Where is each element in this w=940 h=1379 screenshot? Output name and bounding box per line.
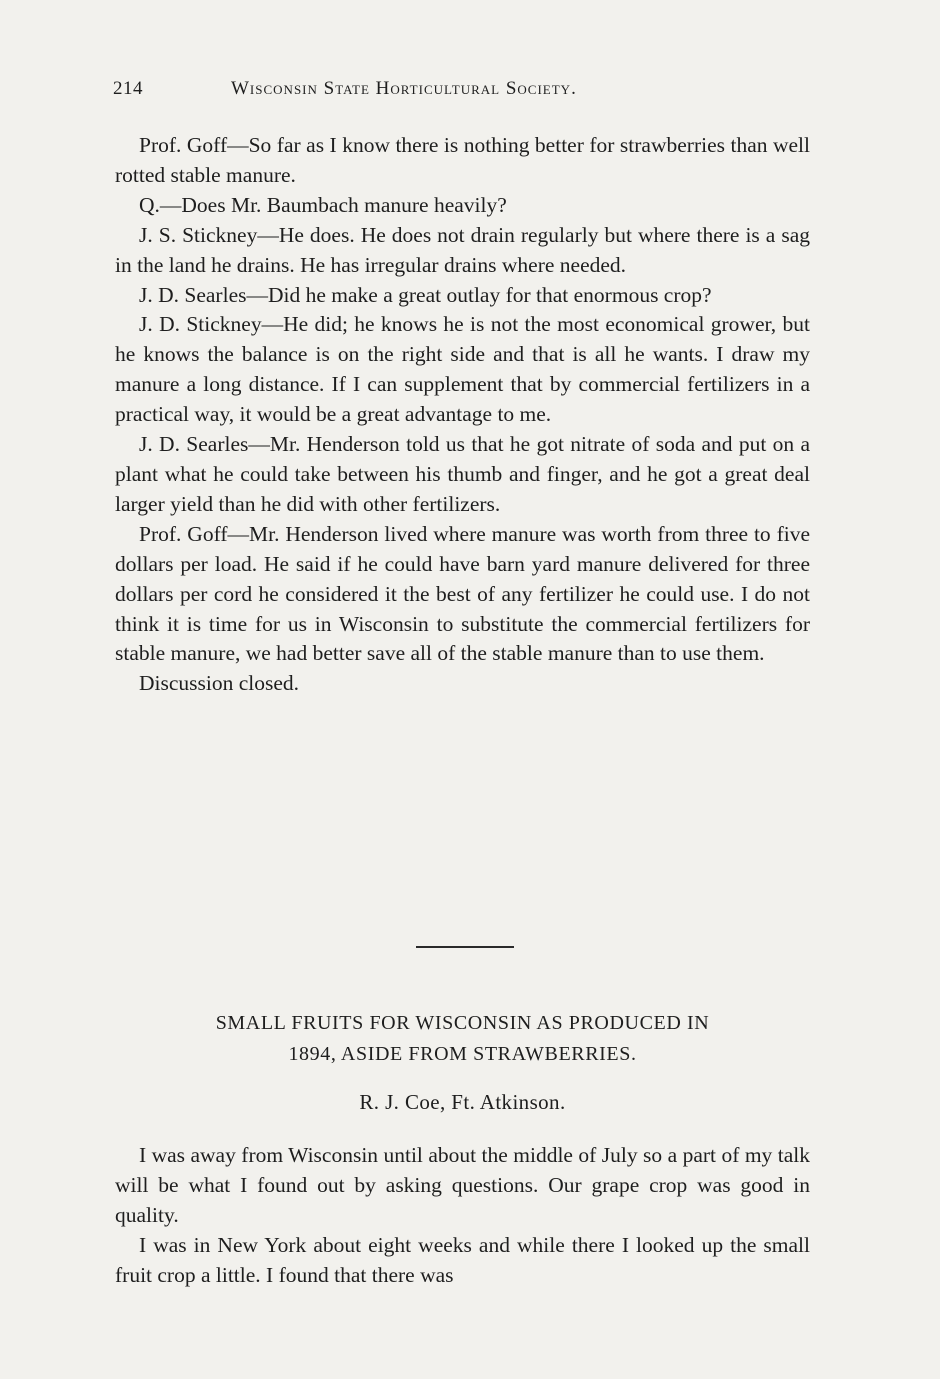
discussion-text bbox=[115, 131, 810, 699]
section-title-line: SMALL FRUITS FOR WISCONSIN AS PRODUCED IN bbox=[215, 1012, 710, 1034]
author-byline: R. J. Coe, Ft. Atkinson. bbox=[359, 1090, 566, 1114]
paragraph: I was away from Wisconsin until about the middle of July so a part of my talk will be what I found out by asking questions. Our grape crop was good in quality. bbox=[115, 1143, 810, 1227]
paragraph: Q.—Does Mr. Baumbach manure heavily? bbox=[139, 192, 507, 217]
journal-title: Wisconsin State Horticultural Society. bbox=[231, 78, 577, 99]
paragraph: Discussion closed. bbox=[139, 671, 300, 696]
paragraph: J. D. Stickney—He did; he knows he is not the most economical grower, but he knows the balance is on the right side and that is all he wants. I draw my manure a long distance. If I can supplement that by commercial fertilizers in a practical way, it would be a great advantage to me. bbox=[115, 312, 810, 427]
paragraph: J. D. Searles—Did he make a great outlay for that enormous crop? bbox=[139, 282, 712, 307]
paragraph: J. S. Stickney—He does. He does not drain regularly but where there is a sag in the land he drains. He has irregular drains where needed. bbox=[115, 222, 810, 277]
paragraph: Prof. Goff—Mr. Henderson lived where manure was worth from three to five dollars per load. He said if he could have barn yard manure delivered for three dollars per cord he considered it the best of any fertilizer he could use. I do not think it is time for us in Wisconsin to substitute the commercial fertilizers for stable manure, we had better save all of the stable manure than to use them. bbox=[115, 521, 810, 666]
paragraph: J. D. Searles—Mr. Henderson told us that he got nitrate of soda and put on a plant what he could take between his thumb and finger, and he got a great deal larger yield than he did with other fertilizers. bbox=[115, 432, 810, 516]
section-divider bbox=[416, 946, 514, 948]
article-text bbox=[115, 1141, 810, 1291]
paragraph: Prof. Goff—So far as I know there is nothing better for strawberries than well rotted stable manure. bbox=[115, 133, 810, 187]
section-title bbox=[115, 1008, 810, 1070]
page-number: 214 bbox=[113, 78, 143, 99]
section-title-line: 1894, ASIDE FROM STRAWBERRIES. bbox=[288, 1043, 637, 1065]
paragraph: I was in New York about eight weeks and while there I looked up the small fruit crop a little. I found that there was bbox=[115, 1232, 810, 1287]
